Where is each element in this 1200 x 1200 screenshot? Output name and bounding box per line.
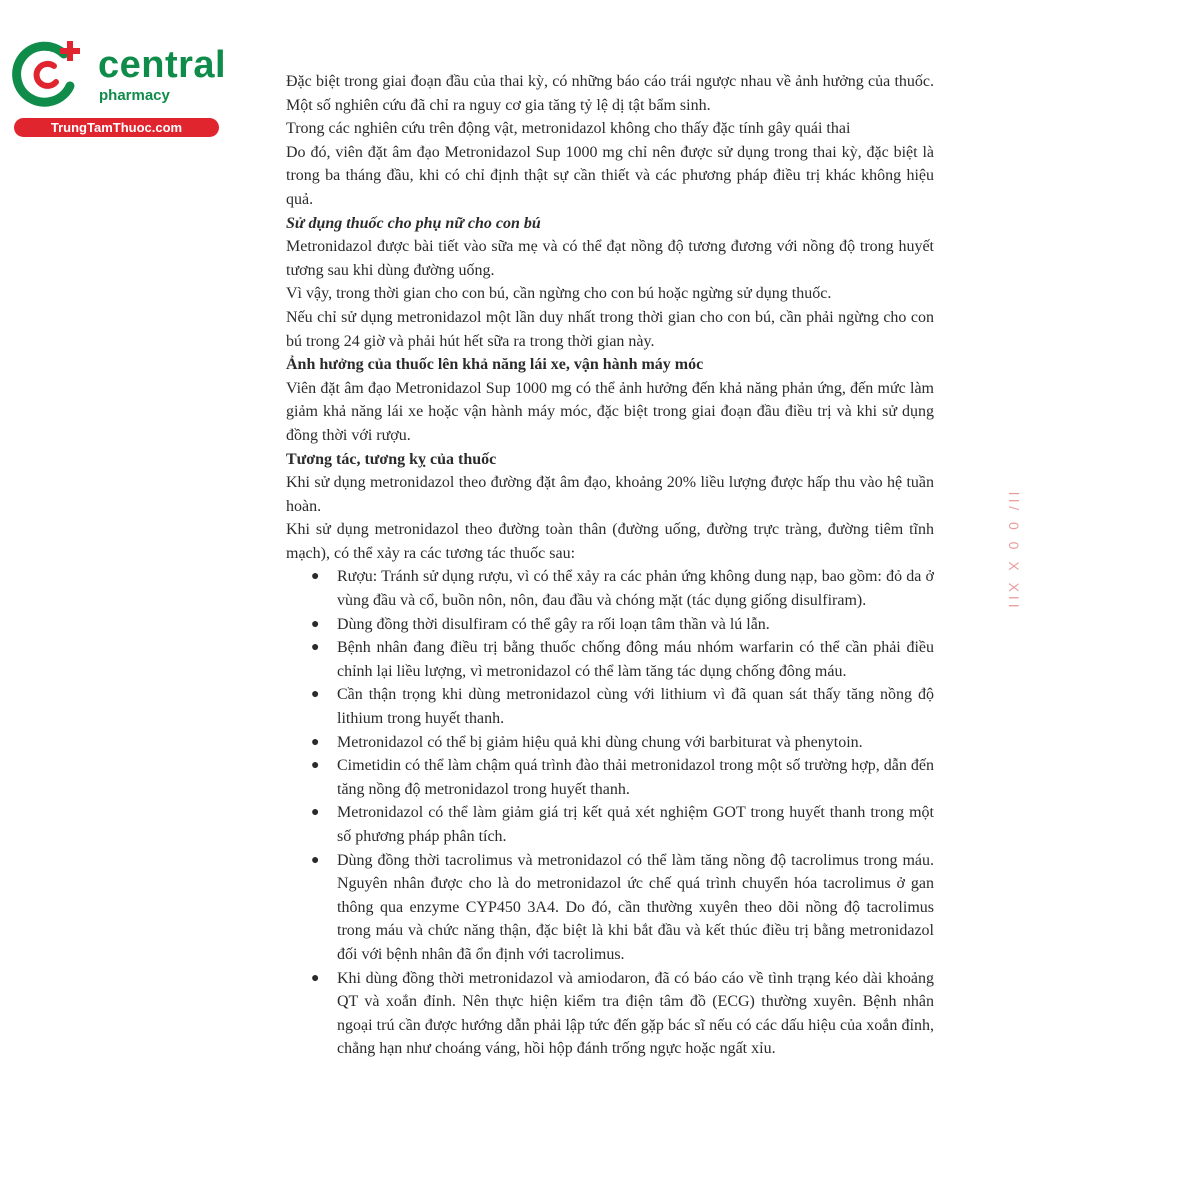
section-heading-driving: Ảnh hưởng của thuốc lên khả năng lái xe, vận hành máy móc bbox=[286, 356, 704, 374]
logo-name: central bbox=[98, 44, 227, 86]
section-heading-interactions: Tương tác, tương kỵ của thuốc bbox=[286, 450, 497, 468]
list-item-text: Khi dùng đồng thời metronidazol và amiodaron, đã có báo cáo về tình trạng kéo dài khoảng QT và xoắn đỉnh. Nên thực hiện kiểm tra điện tâm đồ (ECG) thường xuyên. Bệnh nhân ngoại trú cần được hướng dẫn phải lập tức đến gặp bác sĩ nếu có các dấu hiệu của xoắn đỉnh, chẳng hạn như choáng váng, hồi hộp đánh trống ngực hoặc ngất xỉu. bbox=[337, 969, 934, 1058]
list-item bbox=[286, 801, 934, 848]
central-pharmacy-logo bbox=[10, 38, 227, 138]
list-item bbox=[286, 849, 934, 967]
bullet-icon: ● bbox=[311, 805, 320, 821]
list-item bbox=[286, 754, 934, 801]
list-item bbox=[286, 683, 934, 730]
list-item bbox=[286, 636, 934, 683]
interaction-list bbox=[286, 565, 934, 1060]
paragraph: Metronidazol được bài tiết vào sữa mẹ và có thể đạt nồng độ tương đương với nồng độ trong huyết tương sau khi dùng đường uống. bbox=[286, 238, 934, 279]
section-heading-breastfeeding: Sử dụng thuốc cho phụ nữ cho con bú bbox=[286, 214, 541, 232]
list-item bbox=[286, 967, 934, 1061]
bullet-icon: ● bbox=[311, 758, 320, 774]
list-item bbox=[286, 731, 934, 755]
paragraph: Trong các nghiên cứu trên động vật, metronidazol không cho thấy đặc tính gây quái thai bbox=[286, 120, 851, 138]
bullet-icon: ● bbox=[311, 970, 320, 986]
margin-stamp: ll/ 0 0 X XII bbox=[1006, 492, 1022, 612]
paragraph: Viên đặt âm đạo Metronidazol Sup 1000 mg có thể ảnh hưởng đến khả năng phản ứng, đến mức làm giảm khả năng lái xe hoặc vận hành máy móc, đặc biệt trong giai đoạn đầu điều trị và khi sử dụng đồng thời với rượu. bbox=[286, 379, 934, 444]
list-item bbox=[286, 613, 934, 637]
paragraph: Khi sử dụng metronidazol theo đường đặt âm đạo, khoảng 20% liều lượng được hấp thu vào hệ tuần hoàn. bbox=[286, 474, 934, 515]
list-item-text: Metronidazol có thể làm giảm giá trị kết quả xét nghiệm GOT trong huyết thanh trong một số phương pháp phân tích. bbox=[337, 804, 934, 845]
bullet-icon: ● bbox=[311, 687, 320, 703]
list-item-text: Dùng đồng thời tacrolimus và metronidazol có thể làm tăng nồng độ tacrolimus trong máu. Nguyên nhân được cho là do metronidazol ức chế quá trình chuyển hóa tacrolimus ở gan thông qua enzyme CYP450 3A4. Do đó, cần thường xuyên theo dõi nồng độ tacrolimus trong máu và chức năng thận, đặc biệt là khi bắt đầu và kết thúc điều trị bằng metronidazol đối với bệnh nhân đã ổn định với tacrolimus. bbox=[337, 851, 934, 963]
list-item-text: Dùng đồng thời disulfiram có thể gây ra rối loạn tâm thần và lú lẫn. bbox=[337, 615, 770, 633]
logo-website-badge: TrungTamThuoc.com bbox=[14, 118, 219, 137]
list-item-text: Rượu: Tránh sử dụng rượu, vì có thể xảy ra các phản ứng không dung nạp, bao gồm: đỏ da ở vùng đầu và cổ, buồn nôn, nôn, đau đầu và chóng mặt (tác dụng giống disulfiram). bbox=[337, 568, 934, 610]
bullet-icon: ● bbox=[311, 734, 320, 750]
list-item-text: Cần thận trọng khi dùng metronidazol cùng với lithium vì đã quan sát thấy tăng nồng độ lithium trong huyết thanh. bbox=[337, 686, 934, 728]
paragraph: Đặc biệt trong giai đoạn đầu của thai kỳ, có những báo cáo trái ngược nhau về ảnh hưởng của thuốc. Một số nghiên cứu đã chỉ ra nguy cơ gia tăng tỷ lệ dị tật bẩm sinh. bbox=[286, 73, 934, 114]
document-body bbox=[286, 70, 934, 1061]
list-item-text: Bệnh nhân đang điều trị bằng thuốc chống đông máu nhóm warfarin có thể cần phải điều chỉnh lại liều lượng, vì metronidazol có thể làm tăng tác dụng chống đông máu. bbox=[337, 639, 934, 680]
paragraph: Khi sử dụng metronidazol theo đường toàn thân (đường uống, đường trực tràng, đường tiêm tĩnh mạch), có thể xảy ra các tương tác thuốc sau: bbox=[286, 521, 934, 562]
bullet-icon: ● bbox=[311, 569, 320, 585]
bullet-icon: ● bbox=[311, 640, 320, 656]
list-item-text: Cimetidin có thể làm chậm quá trình đào thải metronidazol trong một số trường hợp, dẫn đến tăng nồng độ metronidazol trong huyết thanh. bbox=[337, 757, 934, 798]
paragraph: Vì vậy, trong thời gian cho con bú, cần ngừng cho con bú hoặc ngừng sử dụng thuốc. bbox=[286, 285, 832, 303]
bullet-icon: ● bbox=[311, 852, 320, 868]
paragraph: Nếu chỉ sử dụng metronidazol một lần duy nhất trong thời gian cho con bú, cần phải ngừng cho con bú trong 24 giờ và phải hút hết sữa ra trong thời gian này. bbox=[286, 308, 934, 350]
pharmacy-cross-logo-icon bbox=[10, 38, 90, 108]
paragraph: Do đó, viên đặt âm đạo Metronidazol Sup 1000 mg chỉ nên được sử dụng trong thai kỳ, đặc biệt là trong ba tháng đầu, khi có chỉ định thật sự cần thiết và các phương pháp điều trị khác không hiệu quả. bbox=[286, 143, 934, 208]
list-item bbox=[286, 565, 934, 612]
logo-subtitle: pharmacy bbox=[99, 87, 170, 104]
list-item-text: Metronidazol có thể bị giảm hiệu quả khi dùng chung với barbiturat và phenytoin. bbox=[337, 733, 863, 751]
bullet-icon: ● bbox=[311, 616, 320, 632]
